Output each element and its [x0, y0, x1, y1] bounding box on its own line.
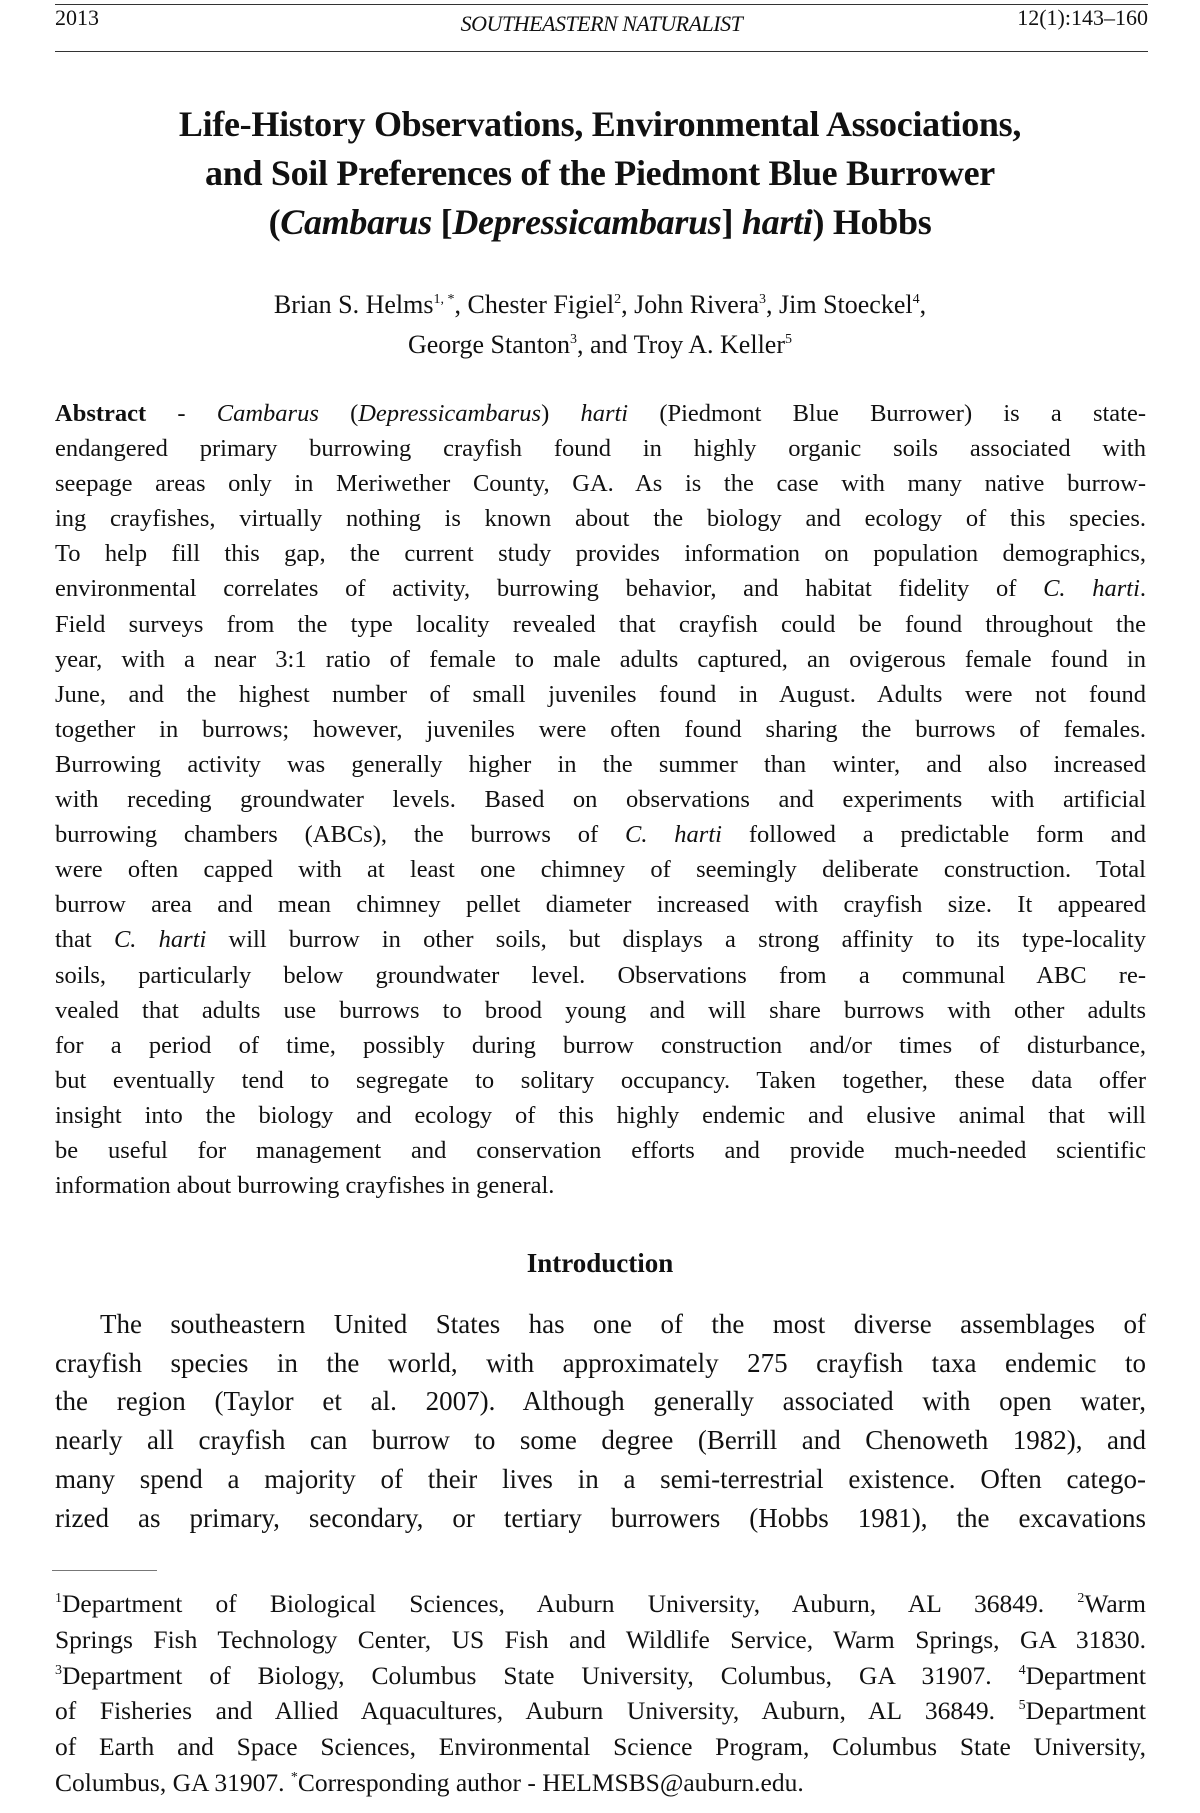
abstract-dash: -: [146, 400, 217, 427]
footnote-text: Warm: [1084, 1589, 1146, 1618]
abstract: [55, 396, 1146, 1203]
footnote-text: Corresponding author - HELMSBS@auburn.edu.: [297, 1767, 804, 1797]
footnote-text: Department: [1025, 1696, 1146, 1726]
taxon-name: Cambarus: [216, 400, 319, 427]
abstract-text: To help fill this gap, the current study provides information on population demographics,: [55, 540, 1146, 568]
abstract-line: [55, 431, 1146, 466]
abstract-text: (Piedmont Blue Burrower) is a state-: [628, 400, 1146, 427]
abstract-line: [55, 642, 1146, 677]
footnote-text: of Earth and Space Sciences, Environmental Science Program, Columbus State University,: [55, 1732, 1146, 1762]
author-affiliation-marker: 3: [569, 332, 577, 347]
title-line-3: (Cambarus [Depressicambarus] harti) Hobbs: [268, 202, 932, 242]
abstract-line: [55, 887, 1146, 922]
abstract-line: [55, 1168, 1146, 1203]
abstract-line: [55, 607, 1146, 642]
abstract-text: June, and the highest number of small juveniles found in August. Adults were not found: [55, 680, 1146, 708]
introduction-body: [55, 1305, 1146, 1537]
running-head: [55, 4, 1148, 52]
abstract-line: [55, 1133, 1146, 1168]
abstract-line: [55, 958, 1146, 993]
abstract-line: [55, 1063, 1146, 1098]
footnote-marker: 3: [55, 1662, 62, 1678]
abstract-text: vealed that adults use burrows to brood young and will share burrows with other adults: [55, 996, 1146, 1024]
abstract-text: ): [541, 400, 581, 427]
author-separator: ,: [621, 290, 635, 319]
abstract-line: [55, 747, 1146, 782]
volume-pages: 12(1):143–160: [1017, 5, 1148, 30]
author-name: Jim Stoeckel: [779, 290, 913, 319]
taxon-name: C. harti: [1043, 575, 1140, 603]
abstract-text: burrowing chambers (ABCs), the burrows of: [55, 821, 625, 849]
abstract-line: [55, 1098, 1146, 1133]
intro-line: rized as primary, secondary, or tertiary burrowers (Hobbs 1981), the excavations: [55, 1502, 1146, 1533]
abstract-line: [55, 466, 1146, 501]
footnote-line: [55, 1586, 1146, 1622]
author-name: Chester Figiel: [467, 290, 615, 319]
section-heading-introduction: Introduction: [526, 1248, 674, 1278]
author-name: George Stanton: [407, 330, 570, 359]
abstract-text: soils, particularly below groundwater level. Observations from a communal ABC re-: [55, 961, 1146, 989]
author-affiliation-marker: 2: [614, 292, 622, 307]
taxon-name: C. harti: [625, 821, 722, 849]
subgenus-name: Depressicambarus: [452, 202, 722, 242]
author-name: John Rivera: [634, 290, 760, 319]
footnote-marker: *: [290, 1769, 298, 1785]
taxon-name: harti: [580, 400, 629, 427]
abstract-line: [55, 571, 1146, 606]
abstract-text: endangered primary burrowing crayfish found in highly organic soils associated with: [55, 435, 1146, 463]
journal-name: SOUTHEASTERN NATURALIST: [460, 11, 743, 36]
abstract-line: [55, 677, 1146, 712]
abstract-label: Abstract: [55, 400, 147, 427]
abstract-text: seepage areas only in Meriwether County, GA. As is the case with many native burrow-: [55, 470, 1146, 498]
intro-line: crayfish species in the world, with approximately 275 crayfish taxa endemic to: [55, 1347, 1146, 1378]
title-line-2: and Soil Preferences of the Piedmont Blue Burrower: [205, 153, 995, 193]
abstract-text: Field surveys from the type locality revealed that crayfish could be found throughout the: [55, 610, 1146, 638]
footnote-marker: 2: [1077, 1591, 1085, 1606]
author-name: Troy A. Keller: [633, 330, 785, 359]
footnote-text: Department of Biology, Columbus State University, Columbus, GA 31907.: [62, 1660, 1019, 1690]
author-name: Brian S. Helms: [273, 290, 434, 319]
author-separator: ,: [919, 290, 927, 319]
genus-name: Cambarus: [280, 202, 432, 242]
intro-line: nearly all crayfish can burrow to some degree (Berrill and Chenoweth 1982), and: [55, 1425, 1146, 1456]
abstract-text: ing crayfishes, virtually nothing is known about the biology and ecology of this species.: [55, 505, 1146, 533]
abstract-text: environmental correlates of activity, burrowing behavior, and habitat fidelity of: [55, 575, 1044, 603]
abstract-text: for a period of time, possibly during burrow construction and/or times of disturbance,: [55, 1031, 1146, 1059]
abstract-line: [55, 993, 1146, 1028]
abstract-text: with receding groundwater levels. Based on observations and experiments with artificial: [55, 786, 1146, 814]
abstract-text: Burrowing activity was generally higher in the summer than winter, and also increased: [55, 750, 1146, 778]
footnote-text: Columbus, GA 31907.: [55, 1767, 291, 1797]
abstract-line: [55, 922, 1146, 957]
abstract-line: [55, 852, 1146, 887]
footnote-text: Department of Biological Sciences, Auburn University, Auburn, AL 36849.: [62, 1589, 1078, 1618]
author-separator: ,: [766, 290, 780, 319]
abstract-text: were often capped with at least one chimney of seemingly deliberate construction. Total: [55, 856, 1146, 884]
author-affiliation-marker: 4: [912, 292, 920, 307]
footnote-marker: 5: [1018, 1698, 1026, 1714]
abstract-text: but eventually tend to segregate to solitary occupancy. Taken together, these data offer: [55, 1066, 1146, 1094]
footnote-divider: [52, 1570, 157, 1571]
abstract-text: burrow area and mean chimney pellet diameter increased with crayfish size. It appeared: [55, 891, 1146, 919]
intro-line: the region (Taylor et al. 2007). Although generally associated with open water,: [55, 1386, 1146, 1417]
species-name: harti: [741, 202, 813, 242]
affiliation-footnotes: [55, 1586, 1146, 1801]
footnote-marker: 4: [1018, 1662, 1026, 1678]
publication-year: 2013: [55, 5, 99, 30]
title-line-1: Life-History Observations, Environmental Associations,: [178, 104, 1022, 144]
abstract-line: [55, 396, 1146, 431]
author-separator: ,: [454, 290, 468, 319]
footnote-line: [55, 1729, 1146, 1765]
abstract-line: [55, 712, 1146, 747]
article-title: [40, 100, 1160, 247]
abstract-line: [55, 817, 1146, 852]
author-affiliation-marker: 5: [785, 332, 792, 347]
abstract-line: [55, 501, 1146, 536]
abstract-text: that: [55, 926, 114, 954]
footnote-line: [55, 1622, 1146, 1658]
abstract-line: [55, 1028, 1146, 1063]
footnote-text: Springs Fish Technology Center, US Fish and Wildlife Service, Warm Springs, GA 31830.: [55, 1624, 1146, 1654]
abstract-text: (: [318, 400, 359, 427]
intro-line: The southeastern United States has one of the most diverse assemblages of: [100, 1309, 1146, 1339]
abstract-text: followed a predictable form and: [721, 821, 1146, 849]
abstract-line: [55, 782, 1146, 817]
author-affiliation-marker: 1, *: [433, 292, 455, 307]
author-affiliation-marker: 3: [759, 292, 767, 307]
author-list: [40, 285, 1160, 365]
taxon-name: Depressicambarus: [358, 400, 542, 427]
abstract-text: information about burrowing crayfishes in general.: [55, 1172, 555, 1200]
abstract-text: .: [1139, 575, 1146, 603]
footnote-text: of Fisheries and Allied Aquacultures, Auburn University, Auburn, AL 36849.: [55, 1696, 1019, 1726]
footnote-line: [55, 1658, 1146, 1694]
footnote-line: [55, 1765, 1146, 1801]
author-separator: , and: [576, 330, 634, 359]
footnote-marker: 1: [55, 1591, 62, 1606]
abstract-text: insight into the biology and ecology of this highly endemic and elusive animal that will: [55, 1101, 1146, 1129]
intro-line: many spend a majority of their lives in a semi-terrestrial existence. Often catego-: [55, 1463, 1146, 1494]
abstract-text: year, with a near 3:1 ratio of female to male adults captured, an ovigerous female found in: [55, 645, 1146, 673]
footnote-text: Department: [1025, 1660, 1146, 1690]
footnote-line: [55, 1693, 1146, 1729]
taxon-name: C. harti: [113, 926, 207, 954]
abstract-text: be useful for management and conservation efforts and provide much-needed scientific: [55, 1136, 1146, 1164]
abstract-line: [55, 536, 1146, 571]
abstract-text: will burrow in other soils, but displays a strong affinity to its type-locality: [206, 926, 1146, 954]
abstract-text: together in burrows; however, juveniles were often found sharing the burrows of females.: [55, 715, 1146, 743]
